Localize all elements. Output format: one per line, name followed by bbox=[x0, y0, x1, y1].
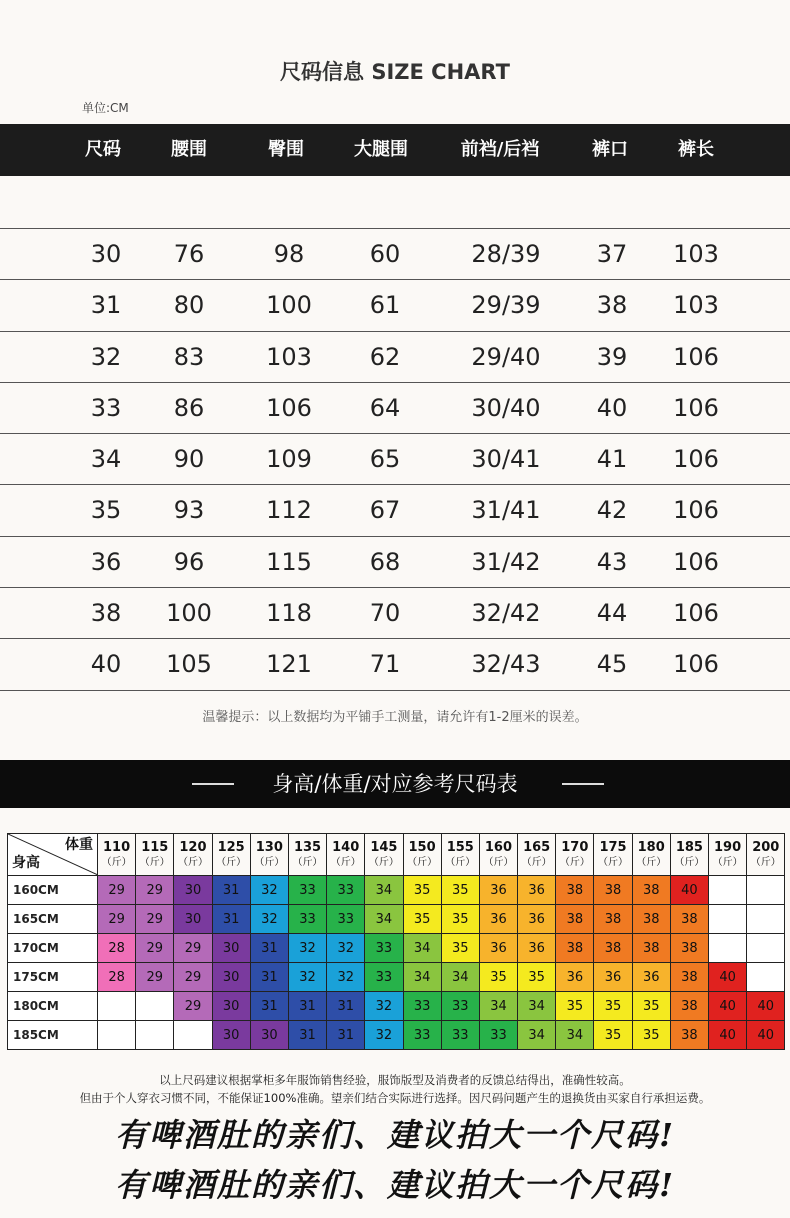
size-cell: 106 bbox=[266, 393, 312, 422]
size-row bbox=[0, 537, 790, 588]
size-cell: 29/39 bbox=[471, 291, 541, 320]
size-suggestion-cell: 30 bbox=[212, 1021, 250, 1050]
size-suggestion-cell: 29 bbox=[136, 876, 174, 905]
weight-value: 110 bbox=[103, 839, 131, 855]
weight-header bbox=[441, 834, 479, 876]
size-suggestion-cell: 29 bbox=[174, 963, 212, 992]
note-line: 但由于个人穿衣习惯不同，不能保证100%准确。望亲们结合实际进行选择。因尺码问题产生的退换货由买家自行承担运费。 bbox=[79, 1091, 711, 1105]
size-suggestion-cell: 28 bbox=[98, 963, 136, 992]
weight-header bbox=[327, 834, 365, 876]
size-suggestion-cell: 31 bbox=[288, 1021, 326, 1050]
size-cell: 28/39 bbox=[471, 240, 541, 268]
size-suggestion-cell: 33 bbox=[365, 963, 403, 992]
weight-header bbox=[403, 834, 441, 876]
size-row bbox=[0, 485, 790, 536]
size-suggestion-cell: 31 bbox=[212, 876, 250, 905]
size-suggestion-cell: 32 bbox=[327, 934, 365, 963]
weight-value: 155 bbox=[446, 839, 474, 855]
size-cell: 61 bbox=[369, 291, 401, 320]
height-label: 185CM bbox=[8, 1021, 98, 1050]
weight-value: 125 bbox=[217, 839, 245, 855]
size-suggestion-cell: 38 bbox=[594, 905, 632, 934]
size-cell: 100 bbox=[166, 599, 212, 628]
size-suggestion-cell: 38 bbox=[556, 905, 594, 934]
size-cell: 106 bbox=[673, 445, 719, 474]
size-suggestion-cell: 35 bbox=[632, 1021, 670, 1050]
weight-unit: （斤） bbox=[407, 856, 438, 868]
size-cell: 112 bbox=[266, 496, 312, 525]
size-suggestion-cell: 29 bbox=[136, 963, 174, 992]
empty-cell bbox=[98, 1021, 136, 1050]
reference-size-table bbox=[7, 833, 785, 1050]
size-suggestion-cell: 31 bbox=[327, 1021, 365, 1050]
weight-unit: （斤） bbox=[177, 856, 208, 868]
size-suggestion-cell: 32 bbox=[365, 1021, 403, 1050]
size-suggestion-cell: 40 bbox=[709, 963, 747, 992]
weight-unit: （斤） bbox=[139, 856, 170, 868]
size-suggestion-cell: 32 bbox=[327, 963, 365, 992]
size-suggestion-cell: 35 bbox=[403, 905, 441, 934]
size-table-header bbox=[0, 124, 790, 176]
size-cell: 106 bbox=[673, 547, 719, 576]
empty-cell bbox=[98, 992, 136, 1021]
weight-unit: （斤） bbox=[368, 856, 399, 868]
size-cell: 103 bbox=[266, 342, 312, 371]
size-cell: 31/42 bbox=[471, 547, 541, 576]
size-suggestion-cell: 38 bbox=[594, 876, 632, 905]
size-suggestion-cell: 33 bbox=[288, 876, 326, 905]
size-row bbox=[0, 588, 790, 639]
size-cell: 76 bbox=[173, 240, 205, 268]
size-suggestion-cell: 34 bbox=[518, 1021, 556, 1050]
weight-header bbox=[288, 834, 326, 876]
weight-header bbox=[174, 834, 212, 876]
size-cell: 39 bbox=[596, 342, 628, 371]
empty-cell bbox=[136, 992, 174, 1021]
size-cell: 34 bbox=[90, 445, 122, 474]
size-suggestion-cell: 29 bbox=[98, 905, 136, 934]
weight-header bbox=[556, 834, 594, 876]
size-cell: 106 bbox=[673, 393, 719, 422]
size-cell: 41 bbox=[596, 445, 628, 474]
weight-value: 180 bbox=[637, 839, 665, 855]
weight-value: 175 bbox=[599, 839, 627, 855]
size-cell: 37 bbox=[596, 240, 628, 268]
weight-value: 200 bbox=[752, 839, 780, 855]
size-suggestion-cell: 35 bbox=[594, 992, 632, 1021]
weight-header bbox=[98, 834, 136, 876]
size-suggestion-cell: 36 bbox=[594, 963, 632, 992]
size-cell: 30/40 bbox=[471, 393, 541, 422]
size-row bbox=[0, 383, 790, 434]
weight-value: 185 bbox=[675, 839, 703, 855]
weight-unit: （斤） bbox=[330, 856, 361, 868]
weight-header bbox=[632, 834, 670, 876]
size-suggestion-cell: 34 bbox=[441, 963, 479, 992]
height-label: 180CM bbox=[8, 992, 98, 1021]
size-row bbox=[0, 639, 790, 690]
size-suggestion-cell: 38 bbox=[632, 876, 670, 905]
size-suggestion-cell: 31 bbox=[212, 905, 250, 934]
size-suggestion-cell: 38 bbox=[594, 934, 632, 963]
size-suggestion-cell: 38 bbox=[632, 934, 670, 963]
size-cell: 43 bbox=[596, 547, 628, 576]
ref-corner bbox=[8, 834, 98, 876]
size-suggestion-cell: 36 bbox=[518, 905, 556, 934]
size-cell: 98 bbox=[273, 240, 305, 268]
empty-cell bbox=[709, 876, 747, 905]
size-suggestion-cell: 32 bbox=[250, 876, 288, 905]
height-label: 175CM bbox=[8, 963, 98, 992]
header-hip: 臀围 bbox=[268, 139, 304, 160]
size-cell: 60 bbox=[369, 240, 401, 268]
weight-value: 170 bbox=[561, 839, 589, 855]
size-suggestion-cell: 38 bbox=[670, 992, 708, 1021]
size-suggestion-cell: 36 bbox=[479, 905, 517, 934]
advice-notes bbox=[0, 1071, 790, 1107]
size-suggestion-cell: 35 bbox=[403, 876, 441, 905]
size-suggestion-cell: 34 bbox=[403, 934, 441, 963]
spacer-row bbox=[0, 176, 790, 229]
size-suggestion-cell: 29 bbox=[98, 876, 136, 905]
empty-cell bbox=[136, 1021, 174, 1050]
weight-value: 130 bbox=[255, 839, 283, 855]
size-cell: 65 bbox=[369, 445, 401, 474]
size-suggestion-cell: 33 bbox=[441, 1021, 479, 1050]
size-cell: 86 bbox=[173, 393, 205, 422]
size-suggestion-cell: 40 bbox=[709, 992, 747, 1021]
size-suggestion-cell: 35 bbox=[556, 992, 594, 1021]
size-cell: 106 bbox=[673, 496, 719, 525]
size-cell: 29/40 bbox=[471, 342, 541, 371]
size-cell: 38 bbox=[90, 599, 122, 628]
ref-row bbox=[8, 905, 785, 934]
size-cell: 33 bbox=[90, 393, 122, 422]
weight-unit: （斤） bbox=[598, 856, 629, 868]
size-suggestion-cell: 29 bbox=[136, 905, 174, 934]
size-suggestion-cell: 33 bbox=[288, 905, 326, 934]
size-cell: 96 bbox=[173, 547, 205, 576]
size-cell: 115 bbox=[266, 547, 312, 576]
empty-cell bbox=[747, 934, 785, 963]
size-suggestion-cell: 28 bbox=[98, 934, 136, 963]
weight-unit: （斤） bbox=[292, 856, 323, 868]
size-cell: 105 bbox=[166, 650, 212, 679]
empty-cell bbox=[747, 905, 785, 934]
size-cell: 32/42 bbox=[471, 599, 541, 628]
size-cell: 70 bbox=[369, 599, 401, 628]
weight-header bbox=[365, 834, 403, 876]
size-cell: 32/43 bbox=[471, 650, 541, 679]
weight-unit: （斤） bbox=[483, 856, 514, 868]
weight-header bbox=[136, 834, 174, 876]
weight-value: 140 bbox=[332, 839, 360, 855]
ref-row bbox=[8, 963, 785, 992]
weight-header bbox=[212, 834, 250, 876]
size-cell: 64 bbox=[369, 393, 401, 422]
size-suggestion-cell: 30 bbox=[212, 934, 250, 963]
size-row bbox=[0, 434, 790, 485]
weight-unit: （斤） bbox=[674, 856, 705, 868]
size-row bbox=[0, 280, 790, 331]
size-suggestion-cell: 32 bbox=[250, 905, 288, 934]
size-cell: 45 bbox=[596, 650, 628, 679]
size-suggestion-cell: 30 bbox=[212, 963, 250, 992]
size-suggestion-cell: 33 bbox=[403, 992, 441, 1021]
size-suggestion-cell: 36 bbox=[518, 934, 556, 963]
height-label: 165CM bbox=[8, 905, 98, 934]
size-suggestion-cell: 31 bbox=[327, 992, 365, 1021]
size-suggestion-cell: 30 bbox=[174, 876, 212, 905]
size-suggestion-cell: 34 bbox=[365, 876, 403, 905]
size-cell: 106 bbox=[673, 650, 719, 679]
size-suggestion-cell: 35 bbox=[441, 876, 479, 905]
weight-unit: （斤） bbox=[445, 856, 476, 868]
weight-value: 115 bbox=[141, 839, 169, 855]
weight-unit: （斤） bbox=[254, 856, 285, 868]
size-cell: 40 bbox=[90, 650, 122, 679]
corner-height-label: 身高 bbox=[12, 855, 40, 871]
corner-weight-label: 体重 bbox=[65, 837, 93, 853]
size-cell: 31 bbox=[90, 291, 122, 320]
size-suggestion-cell: 35 bbox=[632, 992, 670, 1021]
size-cell: 100 bbox=[266, 291, 312, 320]
size-suggestion-cell: 33 bbox=[441, 992, 479, 1021]
weight-unit: （斤） bbox=[712, 856, 743, 868]
size-suggestion-cell: 36 bbox=[479, 934, 517, 963]
size-suggestion-cell: 34 bbox=[518, 992, 556, 1021]
weight-header bbox=[479, 834, 517, 876]
size-suggestion-cell: 35 bbox=[594, 1021, 632, 1050]
size-cell: 109 bbox=[266, 445, 312, 474]
size-suggestion-cell: 32 bbox=[288, 963, 326, 992]
note-line: 以上尺码建议根据掌柜多年服饰销售经验，服饰版型及消费者的反馈总结得出，准确性较高。 bbox=[159, 1073, 631, 1087]
reference-title: 身高/体重/对应参考尺码表 bbox=[272, 772, 518, 796]
size-suggestion-cell: 31 bbox=[288, 992, 326, 1021]
empty-cell bbox=[709, 934, 747, 963]
size-suggestion-cell: 40 bbox=[747, 992, 785, 1021]
weight-value: 135 bbox=[293, 839, 322, 855]
size-suggestion-cell: 31 bbox=[250, 934, 288, 963]
size-suggestion-cell: 30 bbox=[250, 1021, 288, 1050]
size-cell: 67 bbox=[369, 496, 401, 525]
size-suggestion-cell: 36 bbox=[518, 876, 556, 905]
height-label: 170CM bbox=[8, 934, 98, 963]
size-suggestion-cell: 30 bbox=[174, 905, 212, 934]
size-cell: 106 bbox=[673, 342, 719, 371]
size-suggestion-cell: 32 bbox=[365, 992, 403, 1021]
size-cell: 71 bbox=[369, 650, 401, 679]
ref-row bbox=[8, 1021, 785, 1050]
empty-cell bbox=[747, 963, 785, 992]
size-cell: 103 bbox=[673, 291, 719, 320]
size-cell: 83 bbox=[173, 342, 205, 371]
size-suggestion-cell: 38 bbox=[632, 905, 670, 934]
ref-row bbox=[8, 934, 785, 963]
size-cell: 30/41 bbox=[471, 445, 541, 474]
weight-unit: （斤） bbox=[750, 856, 781, 868]
weight-value: 160 bbox=[484, 839, 513, 855]
weight-value: 150 bbox=[408, 839, 436, 855]
size-suggestion-cell: 33 bbox=[403, 1021, 441, 1050]
size-cell: 40 bbox=[596, 393, 628, 422]
size-cell: 103 bbox=[673, 240, 719, 268]
size-suggestion-cell: 38 bbox=[670, 963, 708, 992]
reference-banner bbox=[0, 760, 790, 808]
size-cell: 38 bbox=[596, 291, 628, 320]
unit-label: 单位:CM bbox=[82, 101, 129, 115]
weight-value: 190 bbox=[714, 839, 742, 855]
weight-header bbox=[594, 834, 632, 876]
weight-header bbox=[250, 834, 288, 876]
ref-row bbox=[8, 992, 785, 1021]
header-size: 尺码 bbox=[85, 139, 121, 160]
empty-cell bbox=[174, 1021, 212, 1050]
size-suggestion-cell: 33 bbox=[327, 905, 365, 934]
size-suggestion-cell: 34 bbox=[479, 992, 517, 1021]
size-suggestion-cell: 33 bbox=[479, 1021, 517, 1050]
size-cell: 68 bbox=[369, 547, 401, 576]
empty-cell bbox=[747, 876, 785, 905]
weight-header bbox=[709, 834, 747, 876]
weight-value: 165 bbox=[523, 839, 551, 855]
size-row bbox=[0, 229, 790, 280]
weight-header bbox=[518, 834, 556, 876]
size-cell: 36 bbox=[90, 547, 122, 576]
size-suggestion-cell: 35 bbox=[441, 934, 479, 963]
size-suggestion-cell: 29 bbox=[174, 934, 212, 963]
size-suggestion-cell: 40 bbox=[747, 1021, 785, 1050]
size-suggestion-cell: 30 bbox=[212, 992, 250, 1021]
size-cell: 42 bbox=[596, 496, 628, 525]
slogan-line-2: 有啤酒肚的亲们、建议拍大一个尺码! bbox=[114, 1166, 676, 1204]
size-suggestion-cell: 33 bbox=[327, 876, 365, 905]
page-title: 尺码信息 SIZE CHART bbox=[280, 60, 510, 84]
size-suggestion-cell: 36 bbox=[556, 963, 594, 992]
size-suggestion-cell: 34 bbox=[403, 963, 441, 992]
header-leg-opening: 裤口 bbox=[592, 139, 628, 160]
banner-line-right bbox=[562, 783, 604, 785]
ref-header-row bbox=[8, 834, 785, 876]
header-length: 裤长 bbox=[678, 139, 714, 160]
ref-row bbox=[8, 876, 785, 905]
size-cell: 44 bbox=[596, 599, 628, 628]
size-suggestion-cell: 35 bbox=[518, 963, 556, 992]
size-cell: 93 bbox=[173, 496, 205, 525]
weight-unit: （斤） bbox=[636, 856, 667, 868]
measurement-tip: 温馨提示：以上数据均为平铺手工测量，请允许有1-2厘米的误差。 bbox=[202, 710, 588, 725]
size-cell: 31/41 bbox=[471, 496, 541, 525]
size-suggestion-cell: 40 bbox=[670, 876, 708, 905]
size-suggestion-cell: 38 bbox=[670, 934, 708, 963]
weight-value: 120 bbox=[179, 839, 207, 855]
size-cell: 106 bbox=[673, 599, 719, 628]
size-suggestion-cell: 38 bbox=[556, 876, 594, 905]
size-suggestion-cell: 38 bbox=[670, 905, 708, 934]
size-cell: 32 bbox=[90, 342, 122, 371]
size-suggestion-cell: 34 bbox=[365, 905, 403, 934]
size-suggestion-cell: 32 bbox=[288, 934, 326, 963]
size-cell: 118 bbox=[266, 599, 312, 628]
slogan-line-1: 有啤酒肚的亲们、建议拍大一个尺码! bbox=[114, 1116, 676, 1154]
size-cell: 62 bbox=[369, 342, 401, 371]
size-suggestion-cell: 35 bbox=[479, 963, 517, 992]
height-label: 160CM bbox=[8, 876, 98, 905]
header-waist: 腰围 bbox=[171, 139, 207, 160]
size-suggestion-cell: 36 bbox=[479, 876, 517, 905]
weight-unit: （斤） bbox=[559, 856, 590, 868]
size-cell: 90 bbox=[173, 445, 205, 474]
size-cell: 80 bbox=[173, 291, 205, 320]
size-cell: 30 bbox=[90, 240, 122, 268]
empty-cell bbox=[709, 905, 747, 934]
size-suggestion-cell: 29 bbox=[174, 992, 212, 1021]
header-rise: 前裆/后裆 bbox=[460, 139, 540, 160]
size-suggestion-cell: 29 bbox=[136, 934, 174, 963]
weight-unit: （斤） bbox=[521, 856, 552, 868]
size-suggestion-cell: 31 bbox=[250, 992, 288, 1021]
size-suggestion-cell: 34 bbox=[556, 1021, 594, 1050]
size-suggestion-cell: 35 bbox=[441, 905, 479, 934]
weight-unit: （斤） bbox=[101, 856, 132, 868]
size-row bbox=[0, 332, 790, 383]
size-cell: 35 bbox=[90, 496, 122, 525]
size-cell: 121 bbox=[266, 650, 312, 679]
size-suggestion-cell: 33 bbox=[365, 934, 403, 963]
size-suggestion-cell: 36 bbox=[632, 963, 670, 992]
weight-header bbox=[747, 834, 785, 876]
weight-value: 145 bbox=[370, 839, 398, 855]
size-suggestion-cell: 40 bbox=[709, 1021, 747, 1050]
weight-header bbox=[670, 834, 708, 876]
size-table-body bbox=[0, 176, 790, 691]
header-thigh: 大腿围 bbox=[354, 139, 408, 160]
size-suggestion-cell: 38 bbox=[670, 1021, 708, 1050]
weight-unit: （斤） bbox=[216, 856, 247, 868]
size-suggestion-cell: 31 bbox=[250, 963, 288, 992]
size-suggestion-cell: 38 bbox=[556, 934, 594, 963]
